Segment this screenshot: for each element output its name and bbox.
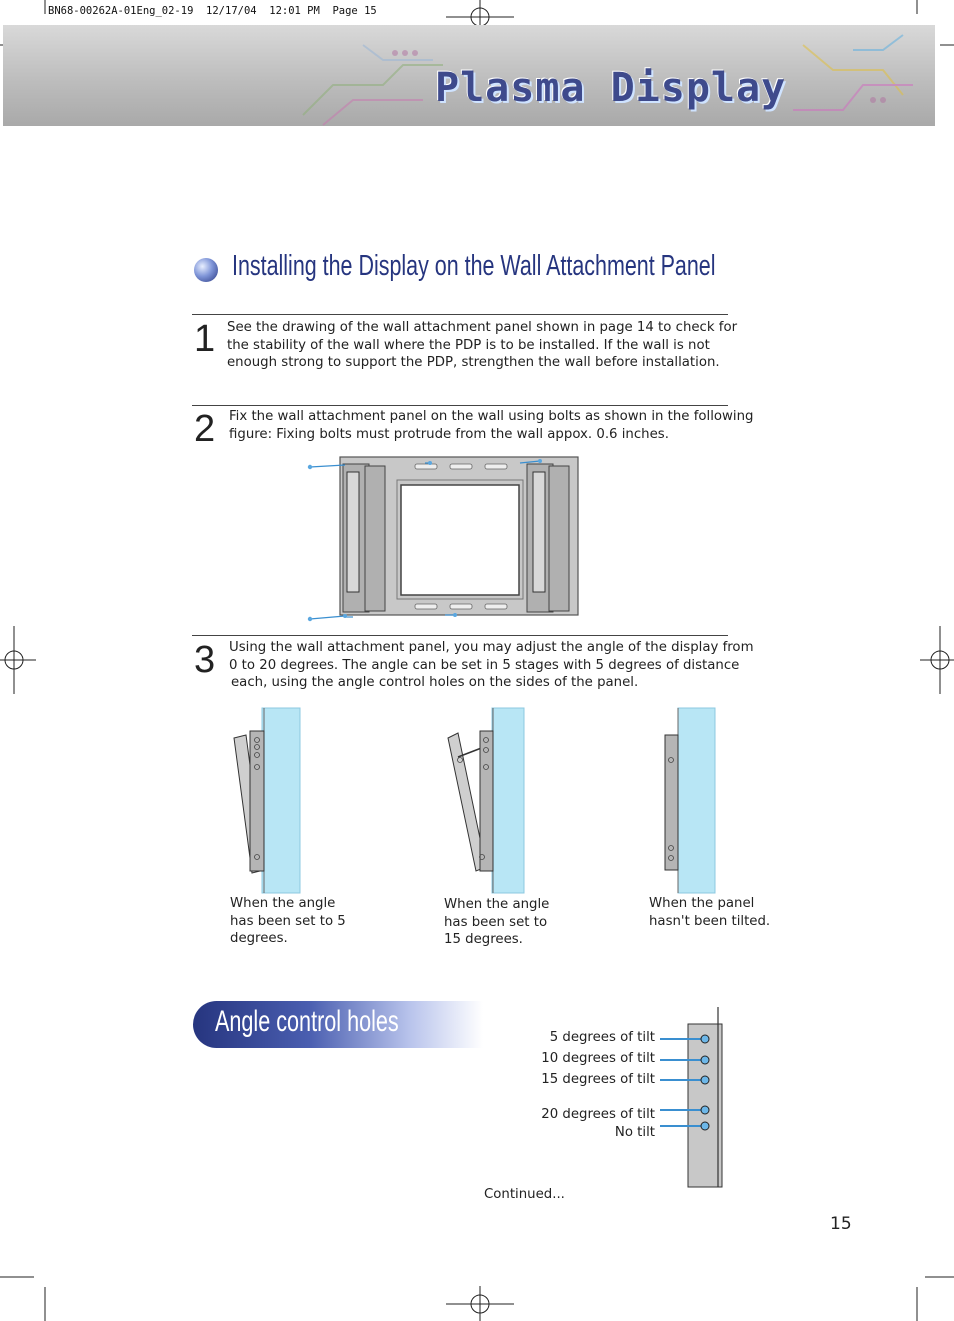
step-2-text: [229, 408, 754, 443]
step-3-divider: [192, 635, 728, 636]
section-bullet-icon: [194, 258, 218, 282]
caption-line: When the panel: [649, 896, 755, 911]
step-1-number: 1: [194, 318, 216, 360]
caption-15-degrees: [444, 896, 549, 949]
step-1-line: the stability of the wall where the PDP is to be installed. If the wall is not: [227, 337, 710, 353]
caption-no-tilt: [649, 895, 770, 930]
caption-line: has been set to: [444, 914, 548, 930]
step-1-text: [227, 319, 737, 372]
step-3-line: each, using the angle control holes on the sides of the panel.: [231, 675, 639, 690]
tilt-label-15: 15 degrees of tilt: [541, 1072, 655, 1087]
section-title: Installing the Display on the Wall Attachment Panel: [232, 250, 716, 282]
caption-5-degrees: [230, 895, 346, 948]
caption-line: hasn't been tilted.: [649, 913, 771, 929]
tilt-label-20: 20 degrees of tilt: [541, 1107, 655, 1122]
tilt-5-degrees-figure: [230, 705, 310, 895]
page-number: 15: [830, 1214, 852, 1234]
step-3-line: 0 to 20 degrees. The angle can be set in 5 stages with 5 degrees of distance: [229, 657, 740, 673]
caption-line: When the angle: [444, 897, 550, 912]
angle-holes-figure: [660, 1004, 720, 1189]
step-2-line: Fix the wall attachment panel on the wall using bolts as shown in the following: [229, 409, 754, 424]
step-3-number: 3: [194, 639, 216, 681]
header-banner: [3, 25, 935, 126]
caption-line: 15 degrees.: [444, 932, 523, 947]
step-1-line: See the drawing of the wall attachment panel shown in page 14 to check for: [227, 320, 738, 335]
step-1-line: enough strong to support the PDP, strengthen the wall before installation.: [227, 355, 720, 370]
caption-line: When the angle: [230, 896, 336, 911]
step-2-divider: [192, 405, 728, 406]
caption-line: has been set to 5: [230, 913, 346, 929]
tilt-label-10: 10 degrees of tilt: [541, 1051, 655, 1066]
banner-title: Plasma Display: [435, 65, 787, 111]
angle-control-holes-title: Angle control holes: [215, 1005, 399, 1038]
angle-control-holes-heading: [193, 1001, 483, 1048]
tilt-15-degrees-figure: [440, 705, 530, 895]
step-3-line: Using the wall attachment panel, you may adjust the angle of the display from: [229, 640, 754, 655]
tilt-label-5: 5 degrees of tilt: [549, 1030, 655, 1045]
step-3-text: [229, 639, 754, 692]
continued-note: Continued...: [484, 1187, 565, 1202]
no-tilt-figure: [660, 705, 730, 895]
step-2-line: figure: Fixing bolts must protrude from the wall appox. 0.6 inches.: [229, 426, 669, 442]
wall-attachment-panel-figure: [305, 452, 585, 622]
caption-line: degrees.: [230, 931, 288, 946]
print-mark: BN68-00262A-01Eng_02-19 12/17/04 12:01 PM Page 15: [48, 5, 377, 17]
step-1-divider: [192, 314, 728, 315]
tilt-label-none: No tilt: [614, 1125, 655, 1140]
step-2-number: 2: [194, 408, 216, 450]
